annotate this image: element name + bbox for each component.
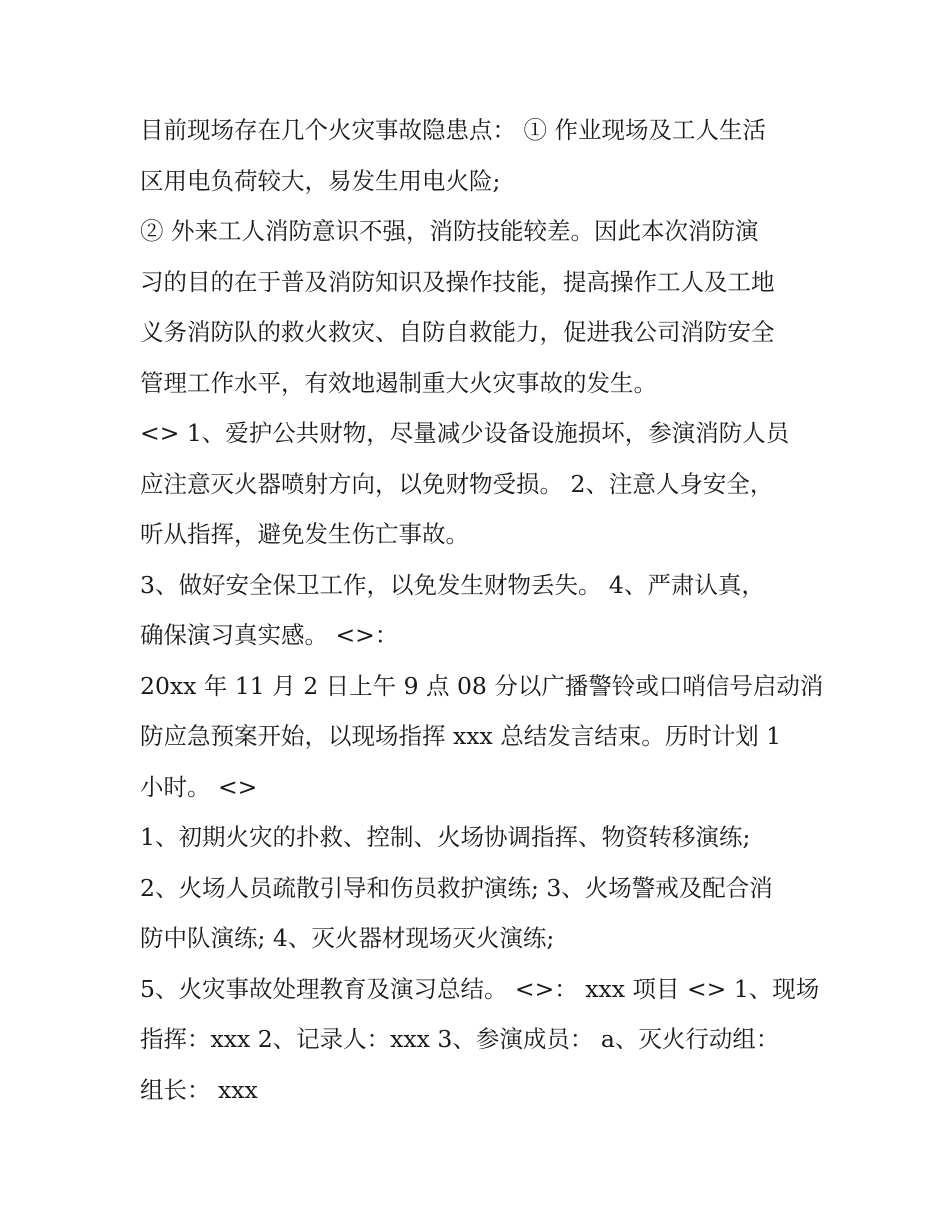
text-line-6: 管理工作水平，有效地遏制重大火灾事故的发生。 bbox=[140, 368, 657, 397]
text-line-15: 1、初期火灾的扑救、控制、火场协调指挥、物资转移演练; bbox=[140, 823, 751, 851]
text-line-1: 目前现场存在几个火灾事故隐患点： ① 作业现场及工人生活 bbox=[140, 116, 766, 144]
text-line-18: 5、火灾事故处理教育及演习总结。 <>： xxx 项目 <> 1、现场 bbox=[140, 974, 820, 1003]
text-line-8: 应注意灭火器喷射方向，以免财物受损。 2、注意人身安全， bbox=[140, 469, 774, 498]
text-line-17: 防中队演练; 4、灭火器材现场灭火演练; bbox=[140, 924, 555, 952]
text-line-19: 指挥：xxx 2、记录人：xxx 3、参演成员： a、灭火行动组： bbox=[140, 1025, 780, 1053]
text-line-10: 3、做好安全保卫工作，以免发生财物丢失。 4、严肃认真， bbox=[140, 570, 765, 599]
text-line-4: 习的目的在于普及消防知识及操作技能，提高操作工人及工地 bbox=[140, 267, 775, 296]
text-line-20: 组长： xxx bbox=[140, 1075, 258, 1104]
text-line-9: 听从指挥，避免发生伤亡事故。 bbox=[140, 520, 469, 548]
text-line-12: 20xx 年 11 月 2 日上午 9 点 08 分以广播警铃或口哨信号启动消 bbox=[140, 671, 824, 700]
text-line-11: 确保演习真实感。 <>： bbox=[140, 621, 399, 649]
text-line-5: 义务消防队的救火救灾、自防自救能力，促进我公司消防安全 bbox=[140, 318, 775, 346]
document-body bbox=[140, 105, 824, 1115]
text-line-7: <> 1、爱护公共财物，尽量减少设备设施损坏，参演消防人员 bbox=[140, 419, 790, 447]
text-line-13: 防应急预案开始，以现场指挥 xxx 总结发言结束。历时计划 1 bbox=[140, 722, 782, 750]
text-line-16: 2、火场人员疏散引导和伤员救护演练; 3、火场警戒及配合消 bbox=[140, 873, 773, 902]
text-line-2: 区用电负荷较大，易发生用电火险; bbox=[140, 166, 501, 195]
text-line-14: 小时。 <> bbox=[140, 772, 258, 801]
text-line-3: ② 外来工人消防意识不强，消防技能较差。因此本次消防演 bbox=[140, 217, 759, 245]
